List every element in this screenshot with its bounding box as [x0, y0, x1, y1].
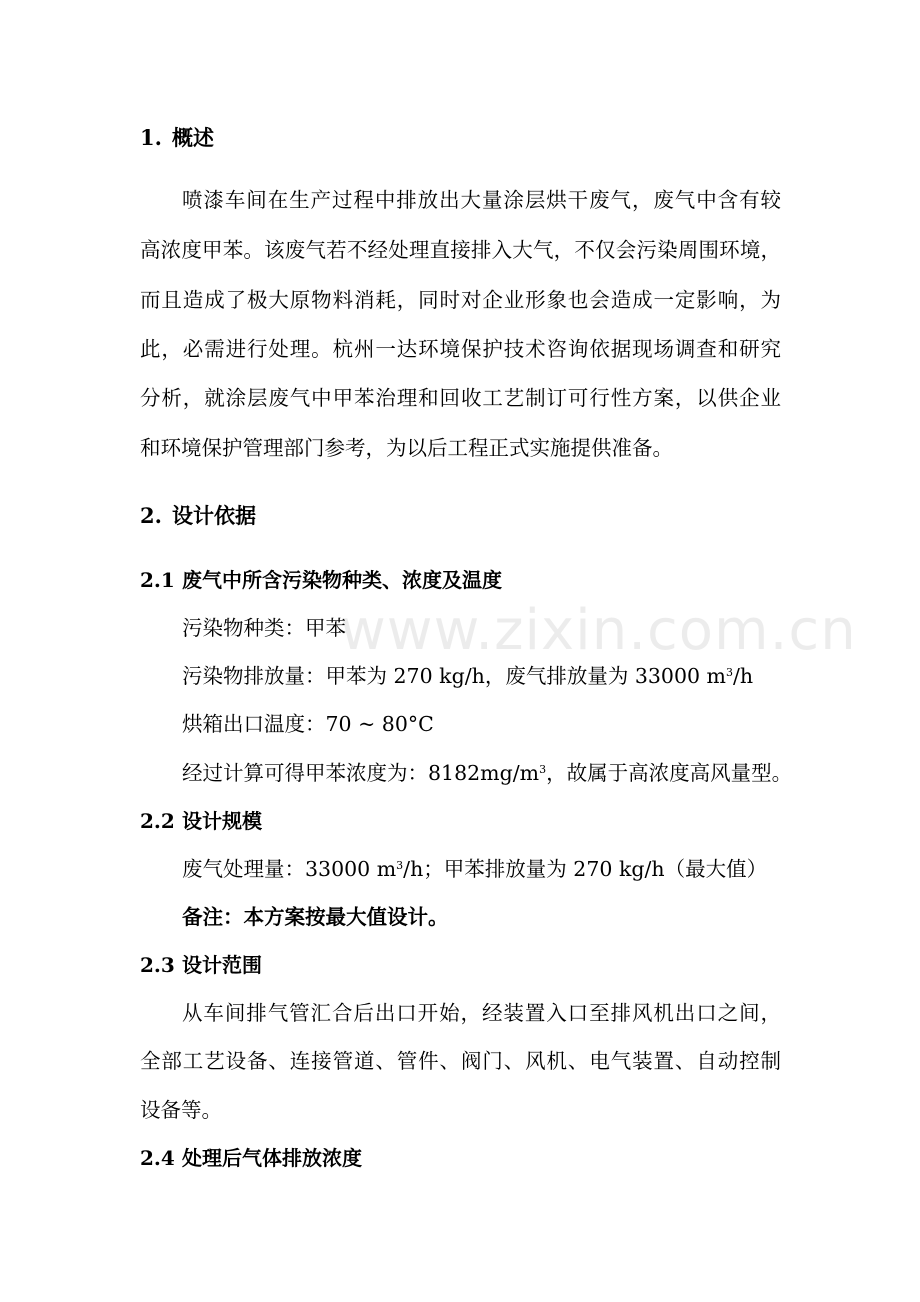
- design-note: 备注：本方案按最大值设计。: [182, 905, 449, 929]
- section-2-number: 2.: [140, 503, 162, 528]
- scope-line-1: 从车间排气管汇合后出口开始，经装置入口至排风机出口之间，: [182, 1001, 781, 1025]
- treatment-volume-line: [182, 855, 767, 883]
- section-2-2-heading: [140, 807, 262, 835]
- concentration-line: [182, 759, 792, 787]
- para-1-line-2: 高浓度甲苯。该废气若不经处理直接排入大气，不仅会污染周围环境，: [140, 238, 781, 262]
- section-1-title: 概述: [172, 125, 214, 150]
- section-2-4-title: 处理后气体排放浓度: [182, 1146, 362, 1170]
- para-1-line-5: 分析，就涂层废气中甲苯治理和回收工艺制订可行性方案，以供企业: [140, 386, 781, 410]
- section-2-heading: [140, 502, 256, 530]
- section-2-3-heading: [140, 951, 262, 979]
- section-2-title: 设计依据: [172, 503, 256, 528]
- temperature-line: 烘箱出口温度：70 ~ 80°C: [182, 712, 434, 736]
- scope-line-2: 全部工艺设备、连接管道、管件、阀门、风机、电气装置、自动控制: [140, 1049, 781, 1073]
- section-2-2-title: 设计规模: [182, 809, 262, 833]
- section-2-2-number: 2.2: [140, 809, 175, 833]
- section-2-4-number: 2.4: [140, 1146, 175, 1170]
- section-2-4-heading: [140, 1144, 362, 1172]
- section-2-3-number: 2.3: [140, 953, 175, 977]
- para-1-line-1: 喷漆车间在生产过程中排放出大量涂层烘干废气，废气中含有较: [182, 188, 781, 212]
- para-1-line-6: 和环境保护管理部门参考，为以后工程正式实施提供准备。: [140, 436, 673, 460]
- concentration-text: 经过计算可得甲苯浓度为：8182mg/m: [182, 761, 540, 785]
- emission-line: [182, 662, 753, 690]
- para-1-line-3: 而且造成了极大原物料消耗，同时对企业形象也会造成一定影响，为: [140, 288, 781, 312]
- section-2-1-heading: [140, 566, 502, 594]
- scope-line-3: 设备等。: [140, 1098, 222, 1122]
- emission-text: 污染物排放量：甲苯为 270 kg/h，废气排放量为 33000 m: [182, 664, 726, 688]
- treatment-volume-text: 废气处理量：33000 m: [182, 857, 397, 881]
- treatment-volume-superscript: 3: [396, 859, 404, 872]
- section-2-1-number: 2.1: [140, 568, 175, 592]
- concentration-superscript: 3: [539, 763, 547, 776]
- section-1-number: 1.: [140, 125, 162, 150]
- pollutant-type-line: 污染物种类：甲苯: [182, 616, 346, 640]
- section-2-1-title: 废气中所含污染物种类、浓度及温度: [182, 568, 502, 592]
- concentration-conclusion: ，故属于高浓度高风量型。: [546, 761, 793, 785]
- para-1-line-4: 此，必需进行处理。杭州一达环境保护技术咨询依据现场调查和研究: [140, 337, 781, 361]
- emission-unit: /h: [733, 664, 754, 688]
- emission-superscript: 3: [726, 666, 733, 679]
- section-1-heading: [140, 124, 214, 152]
- section-2-3-title: 设计范围: [182, 953, 262, 977]
- watermark: www.zixin.com.cn: [340, 598, 857, 663]
- treatment-volume-rest: /h；甲苯排放量为 270 kg/h（最大值）: [403, 857, 768, 881]
